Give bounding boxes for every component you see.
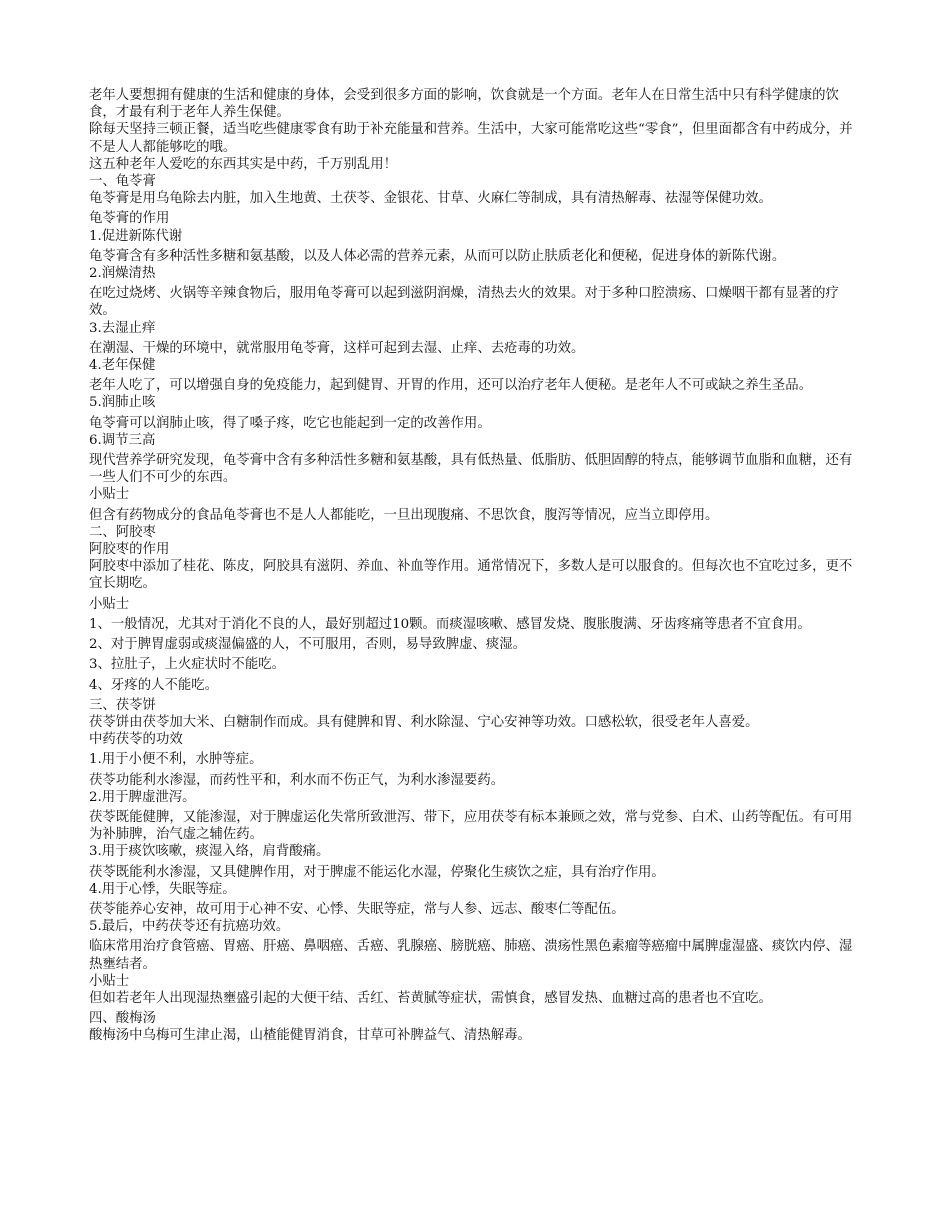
text-line: 3、拉肚子，上火症状时不能吃。: [89, 657, 285, 673]
text-line: 1、一般情况，尤其对于消化不良的人，最好别超过10颗。而痰湿咳嗽、感冒发烧、腹胀腹满、牙齿疼痛等患者不宜食用。: [89, 616, 811, 632]
text-line: 2、对于脾胃虚弱或痰湿偏盛的人，不可服用，否则，易导致脾虚、痰湿。: [89, 637, 527, 653]
text-line: 阿胶枣中添加了桂花、陈皮，阿胶具有滋阴、养血、补血等作用。通常情况下，多数人是可以服食的。但每次也不宜吃过多，更不宜长期吃。: [89, 559, 853, 592]
text-line: 2.用于脾虚泄泻。: [89, 789, 196, 805]
text-line: 阿胶枣的作用: [89, 542, 170, 558]
text-line: 四、酸梅汤: [89, 1011, 156, 1027]
text-line: 茯苓饼由茯苓加大米、白糖制作而成。具有健脾和胃、利水除湿、宁心安神等功效。口感松软，很受老年人喜爱。: [89, 714, 759, 730]
text-line: 2.润燥清热: [89, 266, 156, 282]
text-line: 5.润肺止咳: [89, 395, 156, 411]
text-line: 茯苓能养心安神，故可用于心神不安、心悸、失眠等症，常与人参、远志、酸枣仁等配伍。: [89, 901, 625, 917]
text-line: 6.调节三高: [89, 432, 156, 448]
text-line: 临床常用治疗食管癌、胃癌、肝癌、鼻咽癌、舌癌、乳腺癌、膀胱癌、肺癌、溃疡性黑色素瘤等癌瘤中属脾虚湿盛、痰饮内停、湿热壅结者。: [89, 939, 853, 972]
text-line: 这五种老年人爱吃的东西其实是中药，千万别乱用！: [89, 156, 397, 172]
text-line: 二、阿胶枣: [89, 524, 156, 540]
text-line: 茯苓既能利水渗湿，又具健脾作用，对于脾虚不能运化水湿，停聚化生痰饮之症，具有治疗作用。: [89, 864, 665, 880]
text-line: 龟苓膏的作用: [89, 211, 170, 227]
text-line: 老年人要想拥有健康的生活和健康的身体，会受到很多方面的影响，饮食就是一个方面。老年人在日常生活中只有科学健康的饮食，才最有利于老年人养生保健。: [89, 88, 839, 121]
text-line: 3.去湿止痒: [89, 320, 156, 336]
text-line: 4.老年保健: [89, 358, 156, 374]
text-line: 在吃过烧烤、火锅等辛辣食物后，服用龟苓膏可以起到滋阴润燥，清热去火的效果。对于多种口腔溃疡、口燥咽干都有显著的疗效。: [89, 286, 839, 319]
text-line: 龟苓膏是用乌龟除去内脏，加入生地黄、土茯苓、金银花、甘草、火麻仁等制成，具有清热解毒、祛湿等保健功效。: [89, 191, 772, 207]
text-line: 茯苓既能健脾，又能渗湿，对于脾虚运化失常所致泄泻、带下，应用茯苓有标本兼顾之效，常与党参、白术、山药等配伍。有可用为补肺脾，治气虚之辅佐药。: [89, 809, 853, 843]
text-line: 4.用于心悸，失眠等症。: [89, 881, 236, 897]
text-line: 5.最后，中药茯苓还有抗癌功效。: [89, 919, 290, 935]
text-line: 但如若老年人出现湿热壅盛引起的大便干结、舌红、苔黄腻等症状，需慎食，感冒发热、血糖过高的患者也不宜吃。: [89, 990, 772, 1006]
text-line: 3.用于痰饮咳嗽，痰湿入络，肩背酸痛。: [89, 844, 330, 860]
text-line: 龟苓膏可以润肺止咳，得了嗓子疼，吃它也能起到一定的改善作用。: [89, 415, 491, 431]
text-line: 三、茯苓饼: [89, 697, 156, 713]
text-line: 小贴士: [89, 973, 130, 989]
text-line: 一、龟苓膏: [89, 174, 156, 190]
text-line: 酸梅汤中乌梅可生津止渴，山楂能健胃消食，甘草可补脾益气、清热解毒。: [89, 1028, 531, 1044]
text-line: 4、牙疼的人不能吃。: [89, 677, 219, 693]
text-line: 1.促进新陈代谢: [89, 228, 183, 244]
text-line: 龟苓膏含有多种活性多糖和氨基酸，以及人体必需的营养元素，从而可以防止肤质老化和便秘，促进身体的新陈代谢。: [89, 248, 786, 264]
text-line: 在潮湿、干燥的环境中，就常服用龟苓膏，这样可起到去湿、止痒、去疮毒的功效。: [89, 340, 585, 356]
text-line: 老年人吃了，可以增强自身的免疫能力，起到健胃、开胃的作用，还可以治疗老年人便秘。是老年人不可或缺之养生圣品。: [89, 378, 813, 394]
text-line: 小贴士: [89, 596, 130, 612]
text-line: 1.用于小便不利，水肿等症。: [89, 752, 263, 768]
text-line: 中药茯苓的功效: [89, 732, 183, 748]
text-line: 但含有药物成分的食品龟苓膏也不是人人都能吃，一旦出现腹痛、不思饮食，腹泻等情况，应当立即停用。: [89, 507, 719, 523]
text-line: 小贴士: [89, 487, 130, 503]
text-line: 除每天坚持三顿正餐，适当吃些健康零食有助于补充能量和营养。生活中，大家可能常吃这些“零食”，但里面都含有中药成分，并不是人人都能够吃的哦。: [89, 122, 853, 155]
text-line: 茯苓功能利水渗湿，而药性平和，利水而不伤正气，为利水渗湿要药。: [89, 772, 505, 788]
text-line: 现代营养学研究发现，龟苓膏中含有多种活性多糖和氨基酸，具有低热量、低脂肪、低胆固醇的特点，能够调节血脂和血糖，还有一些人们不可少的东西。: [89, 453, 853, 486]
